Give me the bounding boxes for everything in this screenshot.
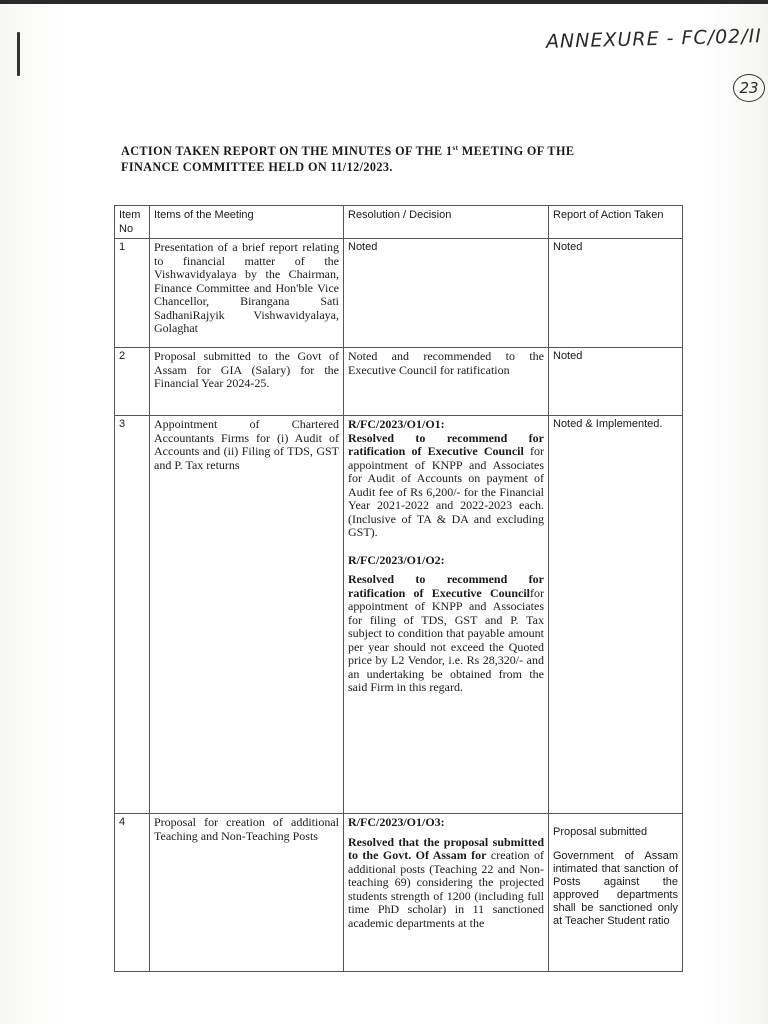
spacer [553, 816, 678, 826]
action-text: Noted [549, 239, 683, 348]
title-line-2: FINANCE COMMITTEE HELD ON 11/12/2023. [121, 160, 393, 175]
item-no: 1 [115, 239, 150, 348]
action-taken-table [114, 205, 683, 972]
decision-cell [344, 416, 549, 814]
item-no: 2 [115, 348, 150, 416]
item-text: Appointment of Chartered Accountants Firms for (i) Audit of Accounts and (ii) Filing of TDS, GST and P. Tax returns [150, 416, 344, 814]
item-text: Presentation of a brief report relating to financial matter of the Vishwavidyalaya by the Chairman, Finance Committee and Hon'ble Vice Chancellor, Birangana Sati SadhaniRajyik Vishwavidyalaya, Golaghat [150, 239, 344, 348]
binding-mark [17, 32, 20, 76]
header-resolution: Resolution / Decision [344, 206, 549, 239]
page-number-circled: 23 [733, 74, 765, 102]
action-line-1: Proposal submitted [553, 826, 648, 838]
title-line-1: ACTION TAKEN REPORT ON THE MINUTES OF THE 1st MEETING OF THE [121, 144, 575, 159]
resolution-1-bold: Resolved to recommend for ratification of Executive Council [348, 430, 544, 458]
annexure-handwritten: ANNEXURE - FC/02/II [545, 25, 763, 53]
table-header-row [115, 206, 683, 239]
table-row [115, 416, 683, 814]
resolution-3 [348, 835, 544, 930]
spacer [553, 839, 678, 850]
resolution-ref-2: R/FC/2023/O1/O2: [348, 552, 445, 567]
header-items: Items of the Meeting [150, 206, 344, 239]
resolution-ref-3: R/FC/2023/O1/O3: [348, 815, 445, 829]
scan-edge [0, 0, 768, 4]
resolution-3-text: creation of additional posts (Teaching 22 and Non-teaching 69) considering the projected students strength of 1200 (including full time PhD scholar) in 11 sanctioned academic departments at the [348, 848, 544, 930]
resolution-1-text: for appointment of KNPP and Associates for Audit of Accounts on payment of Audit fee of Rs 6,200/- for the Financial Year 2021-2022 and 2022-2023 each. (Inclusive of TA & DA and excluding GST). [348, 444, 544, 539]
action-line-2: Government of Assam intimated that sanction of Posts against the approved departments shall be sanctioned only at Teacher Student ratio [553, 850, 678, 927]
resolution-2-text: for appointment of KNPP and Associates for filing of TDS, GST and P. Tax subject to condition that payable amount per year should not exceed the Quoted price by L2 Vendor, i.e. Rs 28,320/- and an undertaking be obtained from the said Firm in this regard. [348, 585, 544, 694]
decision-cell [344, 814, 549, 972]
decision-text: Noted [344, 239, 549, 348]
item-text: Proposal for creation of additional Teaching and Non-Teaching Posts [150, 814, 344, 972]
resolution-2-bold: Resolved to recommend for ratification of Executive Council [348, 572, 544, 600]
decision-text: Noted and recommended to the Executive Council for ratification [344, 348, 549, 416]
resolution-3-bold: Resolved that the proposal submitted to the Govt. Of Assam for [348, 834, 544, 862]
resolution-ref-1: R/FC/2023/O1/O1: [348, 417, 445, 431]
table-row [115, 348, 683, 416]
item-no: 3 [115, 416, 150, 814]
action-cell [549, 814, 683, 972]
action-text: Noted & Implemented. [549, 416, 683, 814]
action-text: Noted [549, 348, 683, 416]
resolution-1 [348, 431, 544, 540]
item-no: 4 [115, 814, 150, 972]
report-title [121, 140, 661, 175]
table-row [115, 239, 683, 348]
item-text: Proposal submitted to the Govt of Assam for GIA (Salary) for the Financial Year 2024-25. [150, 348, 344, 416]
resolution-2 [348, 572, 544, 694]
table-row [115, 814, 683, 972]
header-action-taken: Report of Action Taken [549, 206, 683, 239]
header-item-no: Item No [115, 206, 150, 239]
spacer [348, 540, 544, 554]
